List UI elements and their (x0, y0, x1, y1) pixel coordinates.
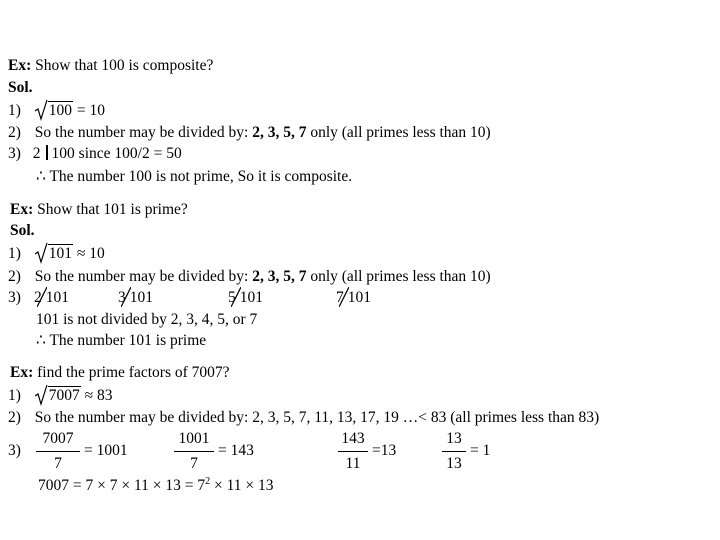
ex2-radicand: 101 (48, 245, 73, 262)
ex2-heading-text: Show that 101 is prime? (33, 201, 188, 218)
divisor: 5 (228, 289, 236, 306)
ex1-radicand: 100 (48, 102, 73, 119)
divisor: 3 (118, 289, 126, 306)
denominator: 7 (190, 455, 198, 472)
sqrt-100 (35, 102, 73, 120)
ex2-step2 (8, 268, 491, 286)
sqrt-7007 (35, 387, 81, 405)
ex3-heading-label: Ex: (10, 364, 34, 381)
ex1-step3-num: 3) (8, 145, 21, 162)
ex1-conclusion: ∴ The number 100 is not prime, So it is composite. (36, 168, 353, 185)
ex1-step2-text: So the number may be divided by: (34, 124, 253, 141)
slash-icon (339, 287, 349, 307)
numerator: 1001 (178, 430, 210, 447)
sqrt-101 (35, 245, 73, 263)
divisor: 7 (336, 289, 344, 306)
radical-sign-icon (35, 99, 48, 121)
ex2-step2-text: So the number may be divided by: (34, 268, 253, 285)
ex2-step1-num: 1) (8, 245, 21, 262)
numerator: 7007 (42, 430, 74, 447)
ex3-final-a: 7007 = 7 × 7 × 11 × 13 = 7 (38, 477, 206, 494)
ex3-step1-rest: ≈ 83 (80, 387, 113, 404)
slash-icon (121, 287, 131, 307)
ex1-step2-primes: 2, 3, 5, 7 (252, 124, 307, 141)
not-divides-item (336, 289, 371, 307)
fraction (36, 430, 80, 473)
ex1-sol: Sol. (8, 79, 33, 96)
ex2-sol: Sol. (10, 222, 35, 239)
ex1-step2-num: 2) (8, 124, 21, 141)
ex2-step1-rest: ≈ 10 (73, 245, 105, 262)
ex1-step3-a: 2 (32, 145, 41, 162)
fraction (338, 430, 368, 473)
slash-icon (231, 287, 241, 307)
ex2-step3-num: 3) (8, 289, 21, 306)
fraction-bar (442, 451, 466, 452)
radical-sign-icon (35, 242, 48, 264)
ex3-radicand: 7007 (48, 387, 80, 404)
ex3-heading (10, 364, 230, 382)
ex2-step2-primes: 2, 3, 5, 7 (252, 268, 307, 285)
ex1-step2 (8, 124, 491, 142)
dividend: 101 (45, 289, 69, 306)
denominator: 11 (345, 455, 361, 472)
fraction (174, 430, 214, 473)
fraction (442, 430, 466, 473)
numerator: 13 (446, 430, 462, 447)
ex3-step2-num: 2) (8, 409, 21, 426)
ex1-step2-rest: only (all primes less than 10) (306, 124, 491, 141)
ex3-step2 (8, 409, 599, 427)
ex1-step3-b: 100 since 100/2 = 50 (51, 145, 182, 162)
slash-icon (37, 287, 47, 307)
ex1-step3 (8, 145, 182, 163)
ex1-heading-text: Show that 100 is composite? (31, 57, 214, 74)
not-divides-item (118, 289, 153, 307)
fraction-result: = 1001 (84, 442, 128, 459)
ex3-step3-num: 3) (8, 442, 21, 459)
ex2-step1 (8, 245, 105, 263)
ex1-step1 (8, 102, 105, 120)
fraction-bar (36, 451, 80, 452)
ex1-step1-rest: = 10 (73, 102, 106, 119)
divisor: 2 (34, 289, 42, 306)
ex3-final-exponent: 2 (205, 476, 211, 487)
ex1-heading (8, 57, 213, 75)
ex3-final-b: × 11 × 13 (210, 477, 274, 494)
ex2-conclusion: ∴ The number 101 is prime (36, 332, 207, 349)
ex3-final (38, 477, 274, 495)
numerator: 143 (341, 430, 365, 447)
fraction-bar (174, 451, 214, 452)
ex2-step2-num: 2) (8, 268, 21, 285)
ex1-heading-label: Ex: (8, 57, 32, 74)
fraction-result: =13 (372, 442, 397, 459)
ex2-line4: 101 is not divided by 2, 3, 4, 5, or 7 (36, 311, 258, 328)
ex3-step1-num: 1) (8, 387, 21, 404)
ex3-step2-text: So the number may be divided by: 2, 3, 5, 7, 11, 13, 17, 19 …< 83 (all primes less than 83) (34, 409, 600, 426)
dividend: 101 (129, 289, 153, 306)
divides-bar-icon (46, 145, 48, 160)
not-divides-item (34, 289, 69, 307)
fraction-result: = 143 (218, 442, 254, 459)
ex3-heading-text: find the prime factors of 7007? (33, 364, 230, 381)
ex2-heading (10, 201, 188, 219)
denominator: 13 (446, 455, 462, 472)
denominator: 7 (54, 455, 62, 472)
ex2-step2-rest: only (all primes less than 10) (306, 268, 491, 285)
fraction-bar (338, 451, 368, 452)
ex3-step1 (8, 387, 113, 405)
fraction-result: = 1 (470, 442, 491, 459)
dividend: 101 (347, 289, 371, 306)
radical-sign-icon (35, 384, 48, 406)
ex1-step1-num: 1) (8, 102, 21, 119)
ex2-heading-label: Ex: (10, 201, 34, 218)
not-divides-item (228, 289, 263, 307)
dividend: 101 (239, 289, 263, 306)
